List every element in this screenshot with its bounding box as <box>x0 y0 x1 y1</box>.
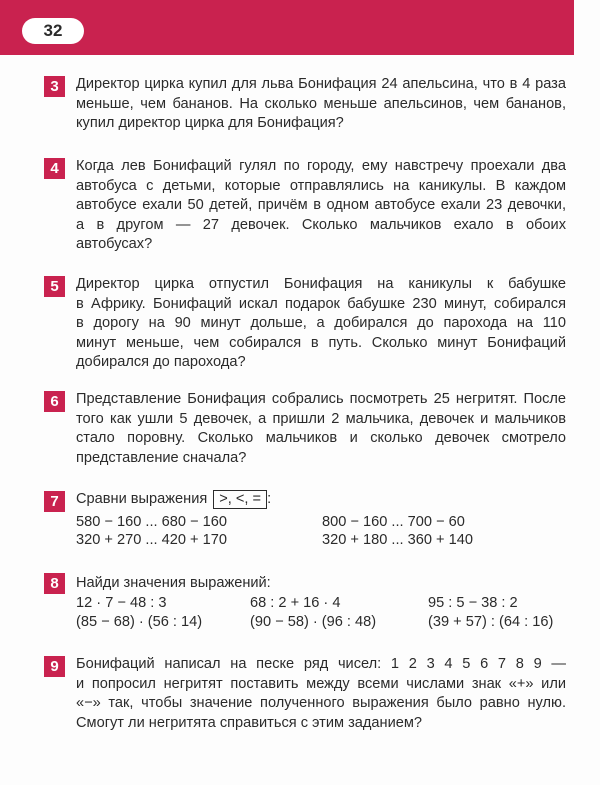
expression: (85 − 68) · (56 : 14) <box>76 614 203 630</box>
text-line: автобуса с детьми, которые отправлялись на каникулы. В каждом <box>76 177 566 194</box>
expression: 12 · 7 − 48 : 3 <box>76 595 167 611</box>
task-text <box>76 75 566 134</box>
text-line: стало поровну. Сколько мальчиков и сколько девочек смотрело <box>76 430 566 446</box>
text-line: в Африку. Бонифаций искал подарок бабушке 230 минут, собирался <box>76 295 566 312</box>
task-text <box>76 390 566 468</box>
expression: 800 − 160 ... 700 − 60 <box>322 514 465 530</box>
text-line: и попросил негритят поставить между всеми числами знак «+» или <box>76 675 566 692</box>
task-prompt <box>76 490 271 510</box>
text-line: Директор цирка отпустил Бонифация на каникулы к бабушке <box>76 276 566 292</box>
text-line: купил директор цирка для Бонифация? <box>76 115 344 131</box>
text-line: автобусе ехали 50 детей, причём в одном автобусе ехали 23 девочки, <box>76 197 566 213</box>
task-text <box>76 275 566 373</box>
task-number: 4 <box>44 158 65 179</box>
prompt-colon: : <box>267 491 272 507</box>
text-line: Представление Бонифация собрались посмотреть 25 негритят. После <box>76 391 566 407</box>
text-line: «−» так, чтобы значение полученного выражения было равно нулю. <box>76 695 566 711</box>
text-line: того как ушли 5 девочек, а пришли 2 мальчика, девочек и мальчиков <box>76 410 566 427</box>
task-number: 3 <box>44 76 65 97</box>
expression: (39 + 57) : (64 : 16) <box>428 614 554 630</box>
expression: (90 − 58) · (96 : 48) <box>250 614 377 630</box>
prompt-text: Сравни выражения <box>76 491 208 507</box>
text-line: Директор цирка купил для льва Бонифация 24 апельсина, что в 4 раза <box>76 76 566 92</box>
comparison-signs-box: >, <, = <box>213 490 267 509</box>
text-line: автобусах? <box>76 236 153 252</box>
text-line: Бонифаций написал на песке ряд чисел: 1 2 3 4 5 6 7 8 9 — <box>76 656 566 672</box>
task-number: 9 <box>44 656 65 677</box>
expression: 95 : 5 − 38 : 2 <box>428 595 518 611</box>
text-line: а в другом — 27 девочек. Сколько мальчиков ехало в обоих <box>76 216 566 233</box>
text-line: представление сначала? <box>76 449 247 466</box>
header-band <box>0 0 574 55</box>
expression: 320 + 270 ... 420 + 170 <box>76 532 227 548</box>
task-8 <box>44 572 574 632</box>
expression: 580 − 160 ... 680 − 160 <box>76 514 227 530</box>
task-number: 5 <box>44 276 65 297</box>
text-line: минут меньше, чем собирался в путь. Сколько минут Бонифаций <box>76 334 566 351</box>
page-number-badge: 32 <box>22 18 84 44</box>
task-number: 7 <box>44 491 65 512</box>
task-text <box>76 157 566 255</box>
task-prompt: Найди значения выражений: <box>76 575 271 591</box>
task-7 <box>44 490 574 550</box>
text-line: меньше, чем бананов. На сколько меньше апельсинов, чем бананов, <box>76 95 566 112</box>
text-line: добирался до парохода? <box>76 354 246 370</box>
expression: 320 + 180 ... 360 + 140 <box>322 532 473 548</box>
expression: 68 : 2 + 16 · 4 <box>250 595 341 611</box>
text-line: Когда лев Бонифаций гулял по городу, ему навстречу проехали два <box>76 158 566 174</box>
task-number: 8 <box>44 573 65 594</box>
task-text <box>76 655 566 733</box>
text-line: в дорогу на 90 минут дольше, а добирался до парохода на 110 <box>76 315 566 331</box>
text-line: Смогут ли негритята справиться с этим заданием? <box>76 714 423 731</box>
task-number: 6 <box>44 391 65 412</box>
